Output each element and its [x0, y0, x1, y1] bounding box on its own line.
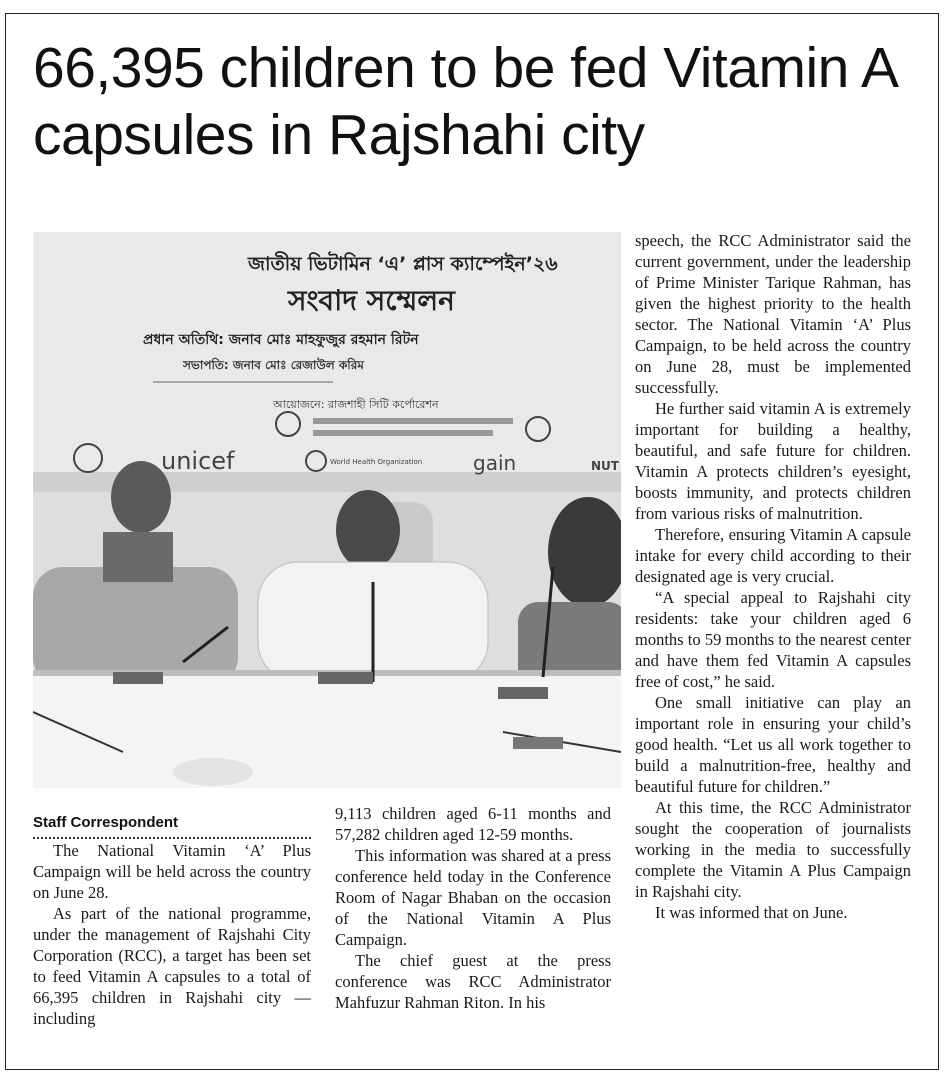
paragraph: Therefore, ensuring Vitamin A capsule intake for every child according to their designated age is very crucial.	[635, 525, 911, 586]
column-3	[635, 230, 911, 923]
paragraph: This information was shared at a press conference held today in the Conference Room of Nagar Bhaban on the occasion of the National Vitamin A Plus Campaign.	[335, 846, 611, 949]
banner-line4: সভাপতি: জনাব মোঃ রেজাউল করিম	[183, 358, 364, 372]
paragraph: “A special appeal to Rajshahi city residents: take your children aged 6 months to 59 months to the nearest center and have them fed Vitamin A capsules free of cost,” he said.	[635, 588, 911, 691]
press-conference-photo	[33, 232, 621, 788]
logo-unicef: unicef	[161, 447, 235, 475]
banner-line3: প্রধান অতিথি: জনাব মোঃ মাহফুজুর রহমান রিটন	[143, 332, 419, 348]
paragraph: speech, the RCC Administrator said the current government, under the leadership of Prime Minister Tarique Rahman, has given the highest priority to the health sector. The National Vitamin ‘A’ Plus Campaign, to be held across the country on June 28, must be implemented successfully.	[635, 231, 911, 397]
paragraph: One small initiative can play an important role in ensuring your child’s good health. “Let us all work together to build a malnutrition-free, healthy and beautiful future for children.”	[635, 693, 911, 796]
banner-line1: জাতীয় ভিটামিন ‘এ’ প্লাস ক্যাম্পেইন’২৬	[248, 253, 558, 275]
logo-gain: gain	[473, 451, 517, 475]
paragraph: At this time, the RCC Administrator sought the cooperation of journalists working in the media to successfully complete the Vitamin A Plus Campaign in Rajshahi city.	[635, 798, 911, 901]
paragraph: It was informed that on June.	[655, 903, 848, 922]
paragraph: The chief guest at the press conference was RCC Administrator Mahfuzur Rahman Riton. In his	[335, 951, 611, 1012]
column-2	[335, 803, 611, 1013]
column-1	[33, 840, 311, 1029]
paragraph: The National Vitamin ‘A’ Plus Campaign will be held across the country on June 28.	[33, 841, 311, 902]
byline: Staff Correspondent	[33, 814, 311, 839]
paragraph: 9,113 children aged 6-11 months and 57,282 children aged 12-59 months.	[335, 804, 611, 844]
paragraph: As part of the national programme, under the management of Rajshahi City Corporation (RCC), a target has been set to feed Vitamin A capsules to a total of 66,395 children in Rajshahi city — including	[33, 904, 311, 1028]
banner-line2: সংবাদ সম্মেলন	[288, 284, 455, 317]
banner-organizer: আয়োজনে: রাজশাহী সিটি কর্পোরেশন	[273, 398, 439, 411]
headline: 66,395 children to be fed Vitamin A capsules in Rajshahi city	[33, 36, 896, 167]
logo-nut: NUT	[591, 459, 619, 473]
paragraph: He further said vitamin A is extremely important for building a healthy, beautiful, and safe future for children. Vitamin A protects children’s eyesight, boosts immunity, and protects children from various risks of malnutrition.	[635, 399, 911, 523]
logo-who: World Health Organization	[330, 458, 423, 466]
